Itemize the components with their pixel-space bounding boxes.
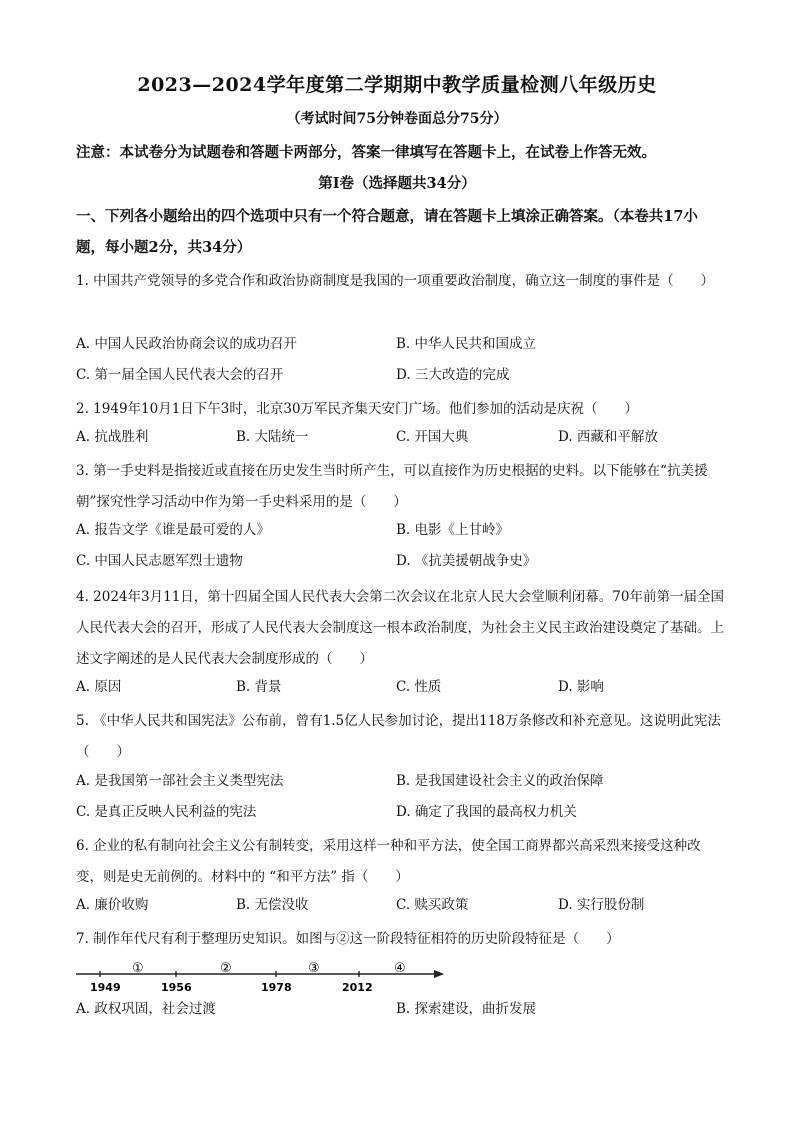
option-c: C. 中国人民志愿军烈士遗物 xyxy=(76,553,243,569)
option-c: C. 开国大典 xyxy=(396,429,469,445)
option-b: B. 中华人民共和国成立 xyxy=(396,336,537,352)
exam-notice: 注意：本试卷分为试题卷和答题卡两部分，答案一律填写在答题卡上，在试卷上作答无效。 xyxy=(76,144,656,161)
question-1-options-row-1 xyxy=(76,332,726,363)
question-3-options-row-1 xyxy=(76,518,726,549)
option-d: D. 西藏和平解放 xyxy=(558,429,658,445)
timeline-figure xyxy=(76,960,446,994)
section-instruction: 一、下列各小题给出的四个选项中只有一个符合题意，请在答题卡上填涂正确答案。（本卷共17小题，每小题2分，共34分） xyxy=(76,208,698,256)
option-b: B. 无偿没收 xyxy=(236,897,309,913)
question-2-stem: 2. 1949年10月1日下午3时，北京30万军民齐集天安门广场。他们参加的活动是庆祝（ ） xyxy=(76,401,639,417)
question-3-options-row-2 xyxy=(76,549,726,580)
timeline-year-1956: 1956 xyxy=(161,981,192,994)
timeline-year-1949: 1949 xyxy=(90,981,121,994)
option-b: B. 探索建设，曲折发展 xyxy=(396,1001,537,1017)
option-a: A. 政权巩固，社会过渡 xyxy=(76,1001,216,1017)
question-4-stem: 4. 2024年3月11日，第十四届全国人民代表大会第二次会议在北京人民大会堂顺利闭幕。70年前第一届全国人民代表大会的召开，形成了人民代表大会制度这一根本政治制度，为社会主义民主政治建设奠定了基础。上述文字阐述的是人民代表大会制度形成的（ ） xyxy=(76,589,724,667)
question-7-options xyxy=(76,997,726,1028)
option-a: A. 廉价收购 xyxy=(76,897,149,913)
timeline-stage-4: ④ xyxy=(394,961,406,976)
option-d: D. 影响 xyxy=(558,679,604,695)
question-5-options-row-2 xyxy=(76,800,726,831)
timeline-stage-2: ② xyxy=(220,961,232,976)
option-a: A. 报告文学《谁是最可爱的人》 xyxy=(76,522,270,538)
option-a: A. 原因 xyxy=(76,679,122,695)
timeline-year-2012: 2012 xyxy=(342,981,373,994)
timeline-stage-3: ③ xyxy=(308,961,320,976)
question-5-stem: 5. 《中华人民共和国宪法》公布前，曾有1.5亿人民参加讨论，提出118万条修改和补充意见。这说明此宪法（ ） xyxy=(76,713,721,760)
option-a: A. 抗战胜利 xyxy=(76,429,149,445)
question-6-options xyxy=(76,893,726,924)
timeline-year-1978: 1978 xyxy=(261,981,292,994)
question-4-options xyxy=(76,675,726,706)
timeline-arrow-icon xyxy=(434,970,444,978)
option-c: C. 赎买政策 xyxy=(396,897,469,913)
question-1-options-row-2 xyxy=(76,363,726,394)
question-3-stem: 3. 第一手史料是指接近或直接在历史发生当时所产生，可以直接作为历史根据的史料。以下能够在“抗美援朝”探究性学习活动中作为第一手史料采用的是（ ） xyxy=(76,463,708,510)
option-b: B. 背景 xyxy=(236,679,282,695)
option-b: B. 大陆统一 xyxy=(236,429,309,445)
option-d: D. 三大改造的完成 xyxy=(396,367,510,383)
exam-subtitle: （考试时间75分钟卷面总分75分） xyxy=(286,111,508,127)
question-2-options xyxy=(76,425,726,456)
option-c: C. 性质 xyxy=(396,679,442,695)
option-d: D. 《抗美援朝战争史》 xyxy=(396,553,537,569)
question-1-stem: 1. 中国共产党领导的多党合作和政治协商制度是我国的一项重要政治制度，确立这一制度的事件是（ ） xyxy=(76,273,715,289)
question-7-stem: 7. 制作年代尺有利于整理历史知识。如图与②这一阶段特征相符的历史阶段特征是（ ） xyxy=(76,931,620,947)
option-a: A. 是我国第一部社会主义类型宪法 xyxy=(76,773,284,789)
option-c: C. 是真正反映人民利益的宪法 xyxy=(76,804,257,820)
option-a: A. 中国人民政治协商会议的成功召开 xyxy=(76,336,297,352)
option-d: D. 实行股份制 xyxy=(558,897,645,913)
option-b: B. 电影《上甘岭》 xyxy=(396,522,510,538)
question-5-options-row-1 xyxy=(76,769,726,800)
option-d: D. 确定了我国的最高权力机关 xyxy=(396,804,577,820)
timeline-stage-1: ① xyxy=(132,961,144,976)
option-c: C. 第一届全国人民代表大会的召开 xyxy=(76,367,284,383)
option-b: B. 是我国建设社会主义的政治保障 xyxy=(396,773,604,789)
exam-title: 2023—2024学年度第二学期期中教学质量检测八年级历史 xyxy=(137,74,657,96)
question-6-stem: 6. 企业的私有制向社会主义公有制转变，采用这样一种和平方法，使全国工商界都兴高采烈来接受这种改变，则是史无前例的。材料中的 “和平方法” 指（ ） xyxy=(76,838,701,885)
section-title: 第Ⅰ卷（选择题共34分） xyxy=(318,175,476,192)
